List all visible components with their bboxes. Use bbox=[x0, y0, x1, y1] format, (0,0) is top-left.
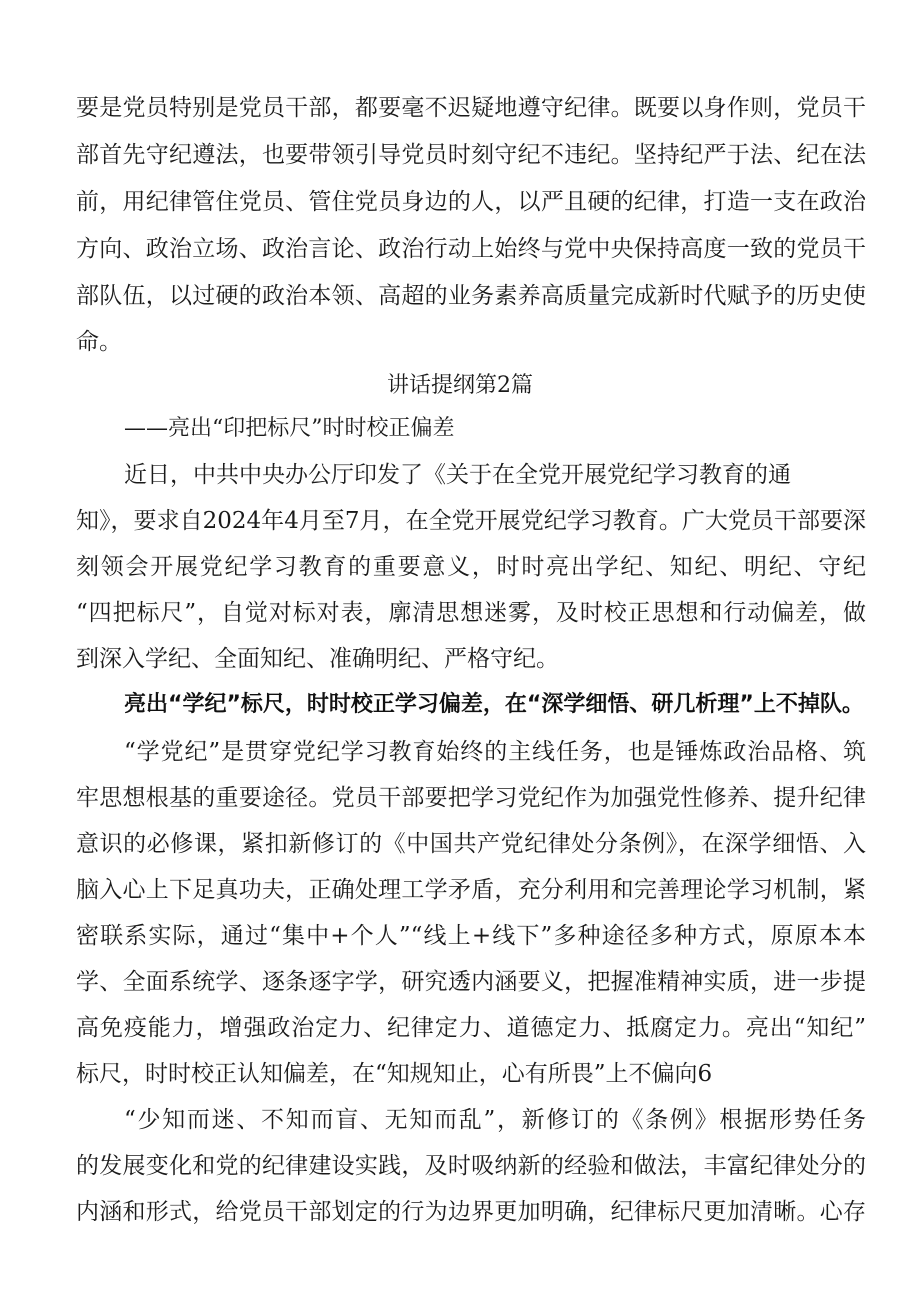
paragraph-2-line: “四把标尺”，自觉对标对表，廓清思想迷雾，及时校正思想和行动偏差，做 bbox=[76, 600, 866, 626]
section-heading: 讲话提纲第2篇 bbox=[387, 373, 533, 398]
paragraph-1-line: 要是党员特别是党员干部，都要毫不迟疑地遵守纪律。既要以身作则，党员干 bbox=[76, 95, 866, 121]
paragraph-2-line: 到深入学纪、全面知纪、准确明纪、严格守纪。 bbox=[76, 646, 559, 672]
paragraph-3-line: “学党纪”是贯穿党纪学习教育始终的主线任务，也是锤炼政治品格、筑 bbox=[124, 739, 866, 765]
paragraph-3-line: 意识的必修课，紧扣新修订的《中国共产党纪律处分条例》，在深学细悟、入 bbox=[76, 831, 866, 857]
paragraph-1-line: 方向、政治立场、政治言论、政治行动上始终与党中央保持高度一致的党员干 bbox=[76, 236, 866, 262]
paragraph-3-line: 脑入心上下足真功夫，正确处理工学矛盾，充分利用和完善理论学习机制，紧 bbox=[76, 877, 866, 903]
paragraph-4-line: “少知而迷、不知而盲、无知而乱”，新修订的《条例》根据形势任务 bbox=[124, 1107, 866, 1133]
paragraph-3-line: 学、全面系统学、逐条逐字学，研究透内涵要义，把握准精神实质，进一步提 bbox=[76, 969, 866, 995]
paragraph-3-line: 密联系实际，通过“集中+个人”“线上+线下”多种途径多种方式，原原本本 bbox=[76, 923, 866, 949]
paragraph-1-line: 命。 bbox=[76, 329, 122, 355]
paragraph-1-line: 部队伍，以过硬的政治本领、高超的业务素养高质量完成新时代赋予的历史使 bbox=[76, 283, 866, 309]
paragraph-4-line: 内涵和形式，给党员干部划定的行为边界更加明确，纪律标尺更加清晰。心存 bbox=[76, 1199, 866, 1225]
paragraph-1-line: 前，用纪律管住党员、管住党员身边的人，以严且硬的纪律，打造一支在政治 bbox=[76, 189, 866, 215]
paragraph-2-line: 知》，要求自2024年4月至7月，在全党开展党纪学习教育。广大党员干部要深 bbox=[76, 508, 866, 534]
paragraph-2-line: 近日，中共中央办公厅印发了《关于在全党开展党纪学习教育的通 bbox=[124, 462, 791, 488]
paragraph-2-line: 刻领会开展党纪学习教育的重要意义，时时亮出学纪、知纪、明纪、守纪 bbox=[76, 554, 866, 580]
paragraph-3-line: 高免疫能力，增强政治定力、纪律定力、道德定力、抵腐定力。亮出“知纪” bbox=[76, 1015, 866, 1041]
section-subtitle: ——亮出“印把标尺”时时校正偏差 bbox=[124, 416, 455, 441]
bold-subheading: 亮出“学纪”标尺，时时校正学习偏差，在“深学细悟、研几析理”上不掉队。 bbox=[124, 692, 864, 717]
paragraph-3-line: 标尺，时时校正认知偏差，在“知规知止，心有所畏”上不偏向6 bbox=[76, 1061, 713, 1087]
paragraph-3-line: 牢思想根基的重要途径。党员干部要把学习党纪作为加强党性修养、提升纪律 bbox=[76, 785, 866, 811]
paragraph-4-line: 的发展变化和党的纪律建设实践，及时吸纳新的经验和做法，丰富纪律处分的 bbox=[76, 1153, 866, 1179]
paragraph-1-line: 部首先守纪遵法，也要带领引导党员时刻守纪不违纪。坚持纪严于法、纪在法 bbox=[76, 142, 866, 168]
